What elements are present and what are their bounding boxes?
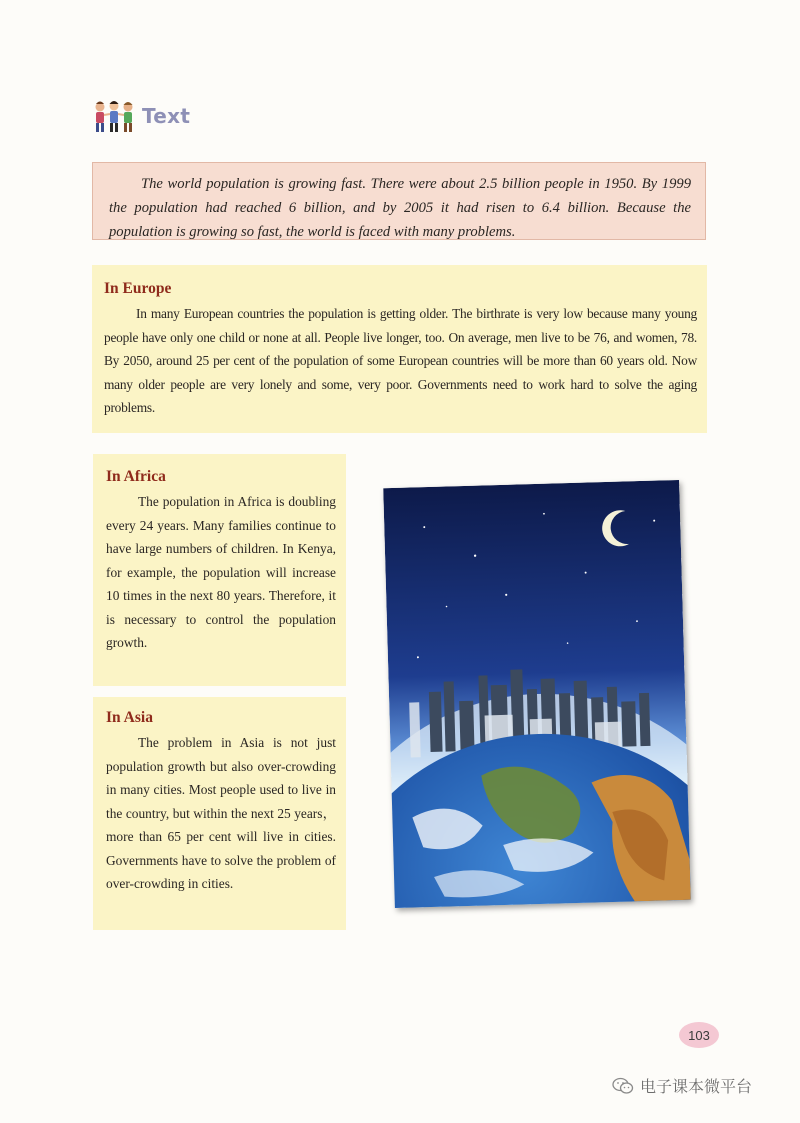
europe-heading: In Europe: [104, 280, 172, 297]
asia-text: The problem in Asia is not just population growth but also over-crowding in many cities. Most people used to live in the country, but within the next 25 years， more than 65 per cent will live in cities. Governments have to solve the problem of over-crowding in cities.: [106, 735, 336, 891]
europe-section: [92, 265, 707, 433]
africa-text: The population in Africa is doubling every 24 years. Many families continue to have large numbers of children. In Kenya, for example, the population will increase 10 times in the next 80 years. Therefore, it is necessary to control the population growth.: [106, 494, 336, 650]
europe-text: In many European countries the population is getting older. The birthrate is very low because many young people have only one child or none at all. People live longer, too. On average, men live to be 76, and women, 78. By 2050, around 25 per cent of the population of some European countries will be more than 60 years old. Now many older people are very lonely and some, very poor. Governments need to work hard to solve the aging problems.: [104, 306, 697, 416]
earth-city-illustration: [383, 480, 691, 908]
africa-heading: In Africa: [106, 468, 166, 485]
watermark-text: 电子课本微平台: [640, 1077, 753, 1096]
watermark: [612, 1074, 752, 1097]
intro-box: [92, 162, 706, 240]
section-header: [92, 96, 190, 136]
africa-section: [93, 454, 346, 686]
page-number: 103: [679, 1022, 719, 1048]
children-icon: [92, 98, 138, 134]
wechat-icon: [612, 1077, 634, 1095]
header-title: Text: [142, 104, 191, 128]
asia-section: [93, 697, 346, 930]
earth-city-photo: [383, 480, 691, 908]
intro-text: The world population is growing fast. There were about 2.5 billion people in 1950. By 1999 the population had reached 6 billion, and by 2005 it had risen to 6.4 billion. Because the population is growing so fast, the world is faced with many problems.: [109, 176, 691, 240]
asia-heading: In Asia: [106, 709, 153, 726]
